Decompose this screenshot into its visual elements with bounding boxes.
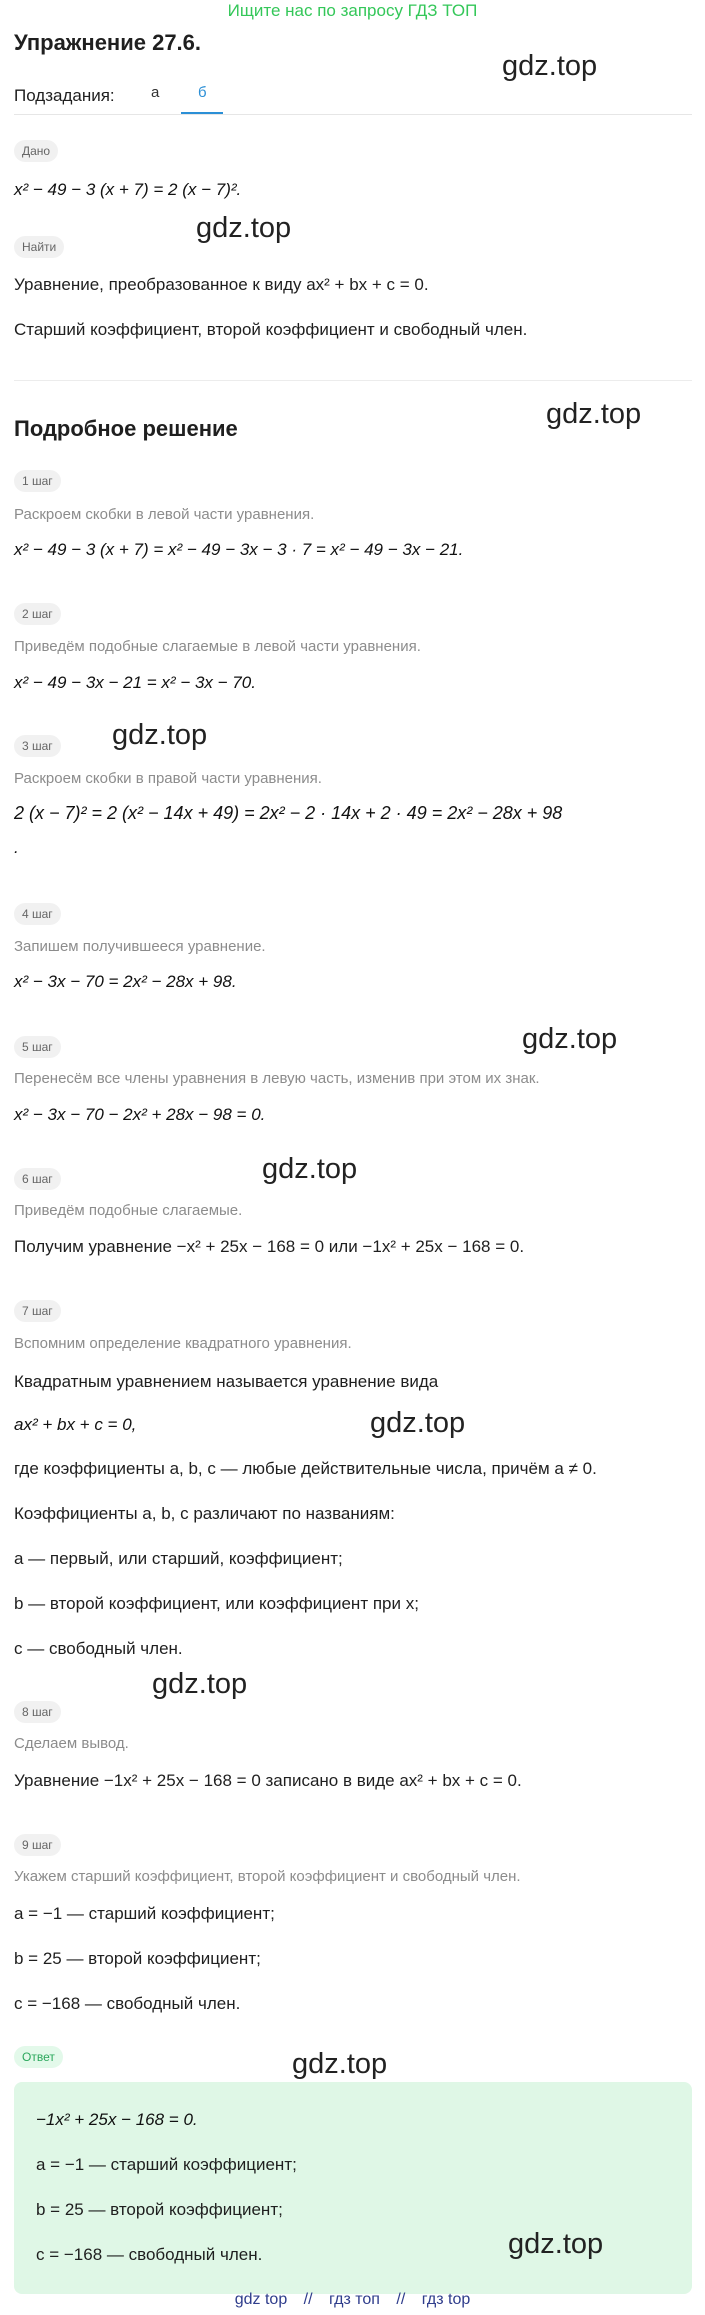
given-equation: x² − 49 − 3 (x + 7) = 2 (x − 7)². [14, 180, 242, 199]
step-chip: 2 шаг [14, 603, 61, 625]
definition-line: c — свободный член. [14, 1639, 183, 1658]
step-hint: Раскроем скобки в правой части уравнения. [14, 770, 322, 787]
answer-line: −1x² + 25x − 168 = 0. [36, 2110, 198, 2129]
answer-line: b = 25 — второй коэффициент; [36, 2200, 283, 2219]
watermark: gdz.top [370, 1407, 466, 1439]
definition-line: где коэффициенты a, b, c — любые действительные числа, причём a ≠ 0. [14, 1459, 597, 1478]
step-equation: Получим уравнение −x² + 25x − 168 = 0 или −1x² + 25x − 168 = 0. [14, 1237, 525, 1256]
coefficient-line: a = −1 — старший коэффициент; [14, 1904, 275, 1923]
step-equation: x² − 3x − 70 = 2x² − 28x + 98. [14, 972, 237, 991]
page-title: Упражнение 27.6. [14, 30, 202, 55]
solution-title: Подробное решение [14, 416, 238, 441]
footer-link[interactable]: gdz top [234, 2291, 288, 2308]
step-hint: Сделаем вывод. [14, 1735, 129, 1752]
find-line-1: Уравнение, преобразованное к виду ax² + bx + c = 0. [14, 275, 429, 294]
definition-line: Коэффициенты a, b, c различают по названиям: [14, 1504, 395, 1523]
definition-line: b — второй коэффициент, или коэффициент при x; [14, 1594, 419, 1613]
step-equation: 2 (x − 7)² = 2 (x² − 14x + 49) = 2x² − 2 · 14x + 2 · 49 = 2x² − 28x + 98 [14, 803, 563, 823]
step-equation: x² − 49 − 3x − 21 = x² − 3x − 70. [14, 673, 256, 692]
watermark: gdz.top [522, 1023, 618, 1055]
answer-chip: Ответ [14, 2046, 63, 2068]
watermark: gdz.top [508, 2228, 604, 2260]
definition-line: ax² + bx + c = 0, [14, 1415, 137, 1434]
step-chip: 3 шаг [14, 735, 61, 757]
active-tab-indicator [181, 112, 223, 114]
step-hint: Приведём подобные слагаемые. [14, 1202, 243, 1219]
search-banner: Ищите нас по запросу ГДЗ ТОП [227, 1, 478, 20]
watermark: gdz.top [262, 1153, 358, 1185]
tabs-divider [14, 114, 692, 115]
step-hint: Приведём подобные слагаемые в левой части уравнения. [14, 638, 421, 655]
given-chip: Дано [14, 140, 58, 162]
step-equation-dot: . [14, 838, 19, 857]
footer-separator: // [303, 2291, 313, 2308]
tab-b[interactable]: б [198, 84, 207, 101]
definition-line: Квадратным уравнением называется уравнение вида [14, 1372, 439, 1391]
find-chip: Найти [14, 236, 64, 258]
answer-line: c = −168 — свободный член. [36, 2245, 263, 2264]
step-equation: x² − 49 − 3 (x + 7) = x² − 49 − 3x − 3 · 7 = x² − 49 − 3x − 21. [14, 540, 464, 559]
step-hint: Запишем получившееся уравнение. [14, 938, 266, 955]
footer-separator: // [396, 2291, 406, 2308]
subtasks-label: Подзадания: [14, 86, 115, 105]
watermark: gdz.top [152, 1668, 248, 1700]
watermark: gdz.top [292, 2048, 388, 2080]
footer-links [0, 2291, 705, 2309]
watermark: gdz.top [546, 398, 642, 430]
find-line-2: Старший коэффициент, второй коэффициент и свободный член. [14, 320, 528, 339]
step-hint: Перенесём все члены уравнения в левую часть, изменив при этом их знак. [14, 1070, 540, 1087]
coefficient-line: c = −168 — свободный член. [14, 1994, 241, 2013]
footer-link[interactable]: гдз top [421, 2291, 471, 2308]
definition-line: a — первый, или старший, коэффициент; [14, 1549, 343, 1568]
section-divider [14, 380, 692, 381]
watermark: gdz.top [196, 212, 292, 244]
step-chip: 1 шаг [14, 470, 61, 492]
step-equation: x² − 3x − 70 − 2x² + 28x − 98 = 0. [14, 1105, 266, 1124]
watermark: gdz.top [112, 719, 208, 751]
step-hint: Укажем старший коэффициент, второй коэффициент и свободный член. [14, 1868, 521, 1885]
step-chip: 9 шаг [14, 1834, 61, 1856]
watermark: gdz.top [502, 50, 598, 82]
step-chip: 4 шаг [14, 903, 61, 925]
footer-link[interactable]: гдз топ [329, 2291, 380, 2308]
answer-line: a = −1 — старший коэффициент; [36, 2155, 297, 2174]
step-chip: 7 шаг [14, 1300, 61, 1322]
tab-a[interactable]: а [151, 84, 160, 101]
coefficient-line: b = 25 — второй коэффициент; [14, 1949, 261, 1968]
step-hint: Раскроем скобки в левой части уравнения. [14, 506, 315, 523]
step-chip: 8 шаг [14, 1701, 61, 1723]
step-equation: Уравнение −1x² + 25x − 168 = 0 записано в виде ax² + bx + c = 0. [14, 1771, 522, 1790]
step-hint: Вспомним определение квадратного уравнения. [14, 1335, 352, 1352]
step-chip: 6 шаг [14, 1168, 61, 1190]
step-chip: 5 шаг [14, 1036, 61, 1058]
